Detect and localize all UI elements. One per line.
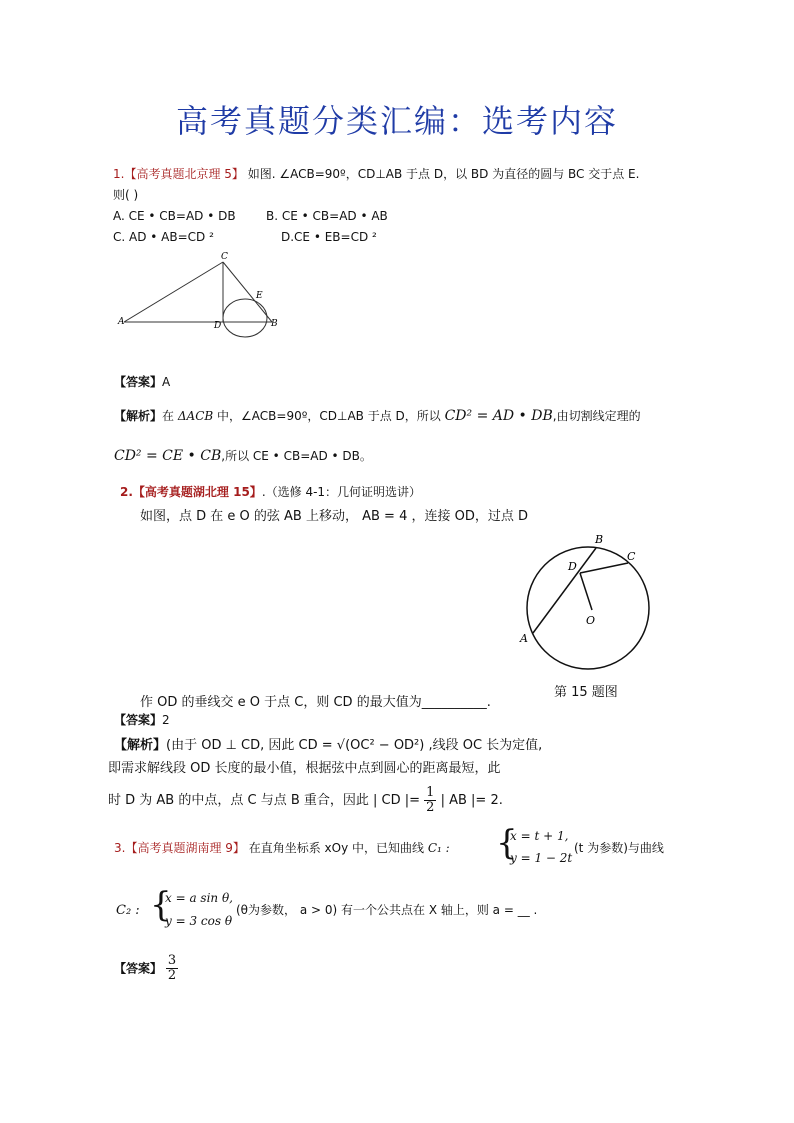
fig2-label-o: O <box>586 614 596 627</box>
question-1-figure <box>110 248 290 340</box>
question-2-number: 2. <box>120 485 133 499</box>
question-2-figure <box>510 530 660 680</box>
curve-c2-eq-1: x = a sin θ, <box>165 891 233 905</box>
curve-c2-brace: { <box>150 885 172 925</box>
question-2-source: 【高考真题湖北理 15】 <box>132 485 262 499</box>
analysis-text: 在 <box>162 409 175 423</box>
question-1-analysis-line-2 <box>114 447 372 465</box>
fig1-label-c: C <box>221 252 228 262</box>
fraction <box>424 786 436 815</box>
analysis-text: ,所以 CE • CB=AD • DB。 <box>221 449 372 463</box>
analysis-text: (由于 OD ⊥ CD, 因此 CD = √(OC² − OD²) ,线段 OC 长为定值, <box>166 738 543 753</box>
curve-c1-eq-2: y = 1 − 2t <box>510 851 573 865</box>
question-2-analysis-line-2: 即需求解线段 OD 长度的最小值，根据弦中点到圆心的距离最短，此 <box>108 761 501 776</box>
fig2-label-a: A <box>520 632 528 645</box>
question-1-stem-2: 则( ) <box>113 188 139 202</box>
fig1-label-b: B <box>271 319 278 329</box>
analysis-equation: CD² = AD • DB <box>444 408 553 424</box>
fig1-label-d: D <box>214 321 222 331</box>
analysis-text: 时 D 为 AB 的中点，点 C 与点 B 重合，因此 | CD |= <box>108 793 421 808</box>
question-3-intro: 在直角坐标系 xOy 中，已知曲线 <box>248 841 425 855</box>
question-1-answer <box>114 374 170 390</box>
analysis-triangle: ΔACB <box>177 409 214 423</box>
question-2-answer <box>114 712 170 728</box>
question-3-number: 3. <box>114 841 126 855</box>
answer-label: 【答案】 <box>114 375 163 389</box>
fig1-label-a: A <box>118 317 125 327</box>
question-2-header <box>120 484 421 500</box>
analysis-text: 中，∠ACB=90º，CD⊥AB 于点 D，所以 <box>217 409 441 423</box>
question-2-line-1: 如图，点 D 在 e O 的弦 AB 上移动， AB = 4 ，连接 OD，过点 D <box>140 509 529 524</box>
analysis-text: ,由切割线定理的 <box>552 409 641 423</box>
fig2-label-b: B <box>595 533 604 546</box>
question-3-source: 【高考真题湖南理 9】 <box>125 841 245 855</box>
question-1-option-b: B. CE • CB=AD • AB <box>266 209 388 223</box>
analysis-equation: CD² = CE • CB <box>114 448 222 464</box>
answer-label: 【答案】 <box>114 961 163 976</box>
fraction-denominator: 2 <box>426 800 435 815</box>
curve-c1-parameter: (t 为参数)与曲线 <box>574 841 664 855</box>
fraction-numerator: 1 <box>426 785 435 800</box>
answer-value: 2 <box>162 713 170 727</box>
fraction-denominator: 2 <box>167 968 177 983</box>
fraction-numerator: 3 <box>167 953 177 968</box>
curve-c2-name: C₂ : <box>116 903 140 918</box>
curve-c1-eq-1: x = t + 1, <box>510 829 569 843</box>
question-3-line-1 <box>114 840 450 856</box>
curve-c1-name: C₁ : <box>427 841 450 855</box>
question-3-answer <box>114 954 178 983</box>
question-2-note: .（选修 4-1：几何证明选讲） <box>261 485 422 499</box>
answer-fraction <box>166 954 178 983</box>
question-1-option-a: A. CE • CB=AD • DB <box>113 209 236 223</box>
question-2-analysis-line-1 <box>114 737 542 755</box>
question-2-analysis-line-3 <box>108 786 503 815</box>
curve-c2-parameter: (θ为参数， a > 0) 有一个公共点在 X 轴上，则 a = __ . <box>236 903 538 917</box>
question-2-figure-caption: 第 15 题图 <box>554 685 618 700</box>
page-title: 高考真题分类汇编：选考内容 <box>175 102 618 140</box>
analysis-label: 【解析】 <box>114 738 167 753</box>
question-1-option-d: D.CE • EB=CD ² <box>281 230 377 244</box>
question-1-stem: 如图. ∠ACB=90º，CD⊥AB 于点 D，以 BD 为直径的圆与 BC 交于点 E. <box>247 167 640 181</box>
question-1-analysis-line-1 <box>114 407 641 425</box>
curve-c2-eq-2: y = 3 cos θ <box>165 914 233 928</box>
fig2-label-d: D <box>568 560 577 573</box>
fig1-label-e: E <box>256 291 263 301</box>
answer-label: 【答案】 <box>114 713 163 727</box>
question-1-source: 【高考真题北京理 5】 <box>124 167 244 181</box>
curve-c1-brace: { <box>496 823 518 863</box>
analysis-label: 【解析】 <box>114 409 163 423</box>
question-2-line-2: 作 OD 的垂线交 e O 于点 C，则 CD 的最大值为__________. <box>140 695 491 710</box>
analysis-text: | AB |= 2. <box>440 793 503 808</box>
question-1-number: 1. <box>113 167 125 181</box>
answer-value: A <box>162 375 171 389</box>
question-1-line-1 <box>113 166 639 182</box>
question-1-option-c: C. AD • AB=CD ² <box>113 230 214 244</box>
fig2-label-c: C <box>627 550 636 563</box>
